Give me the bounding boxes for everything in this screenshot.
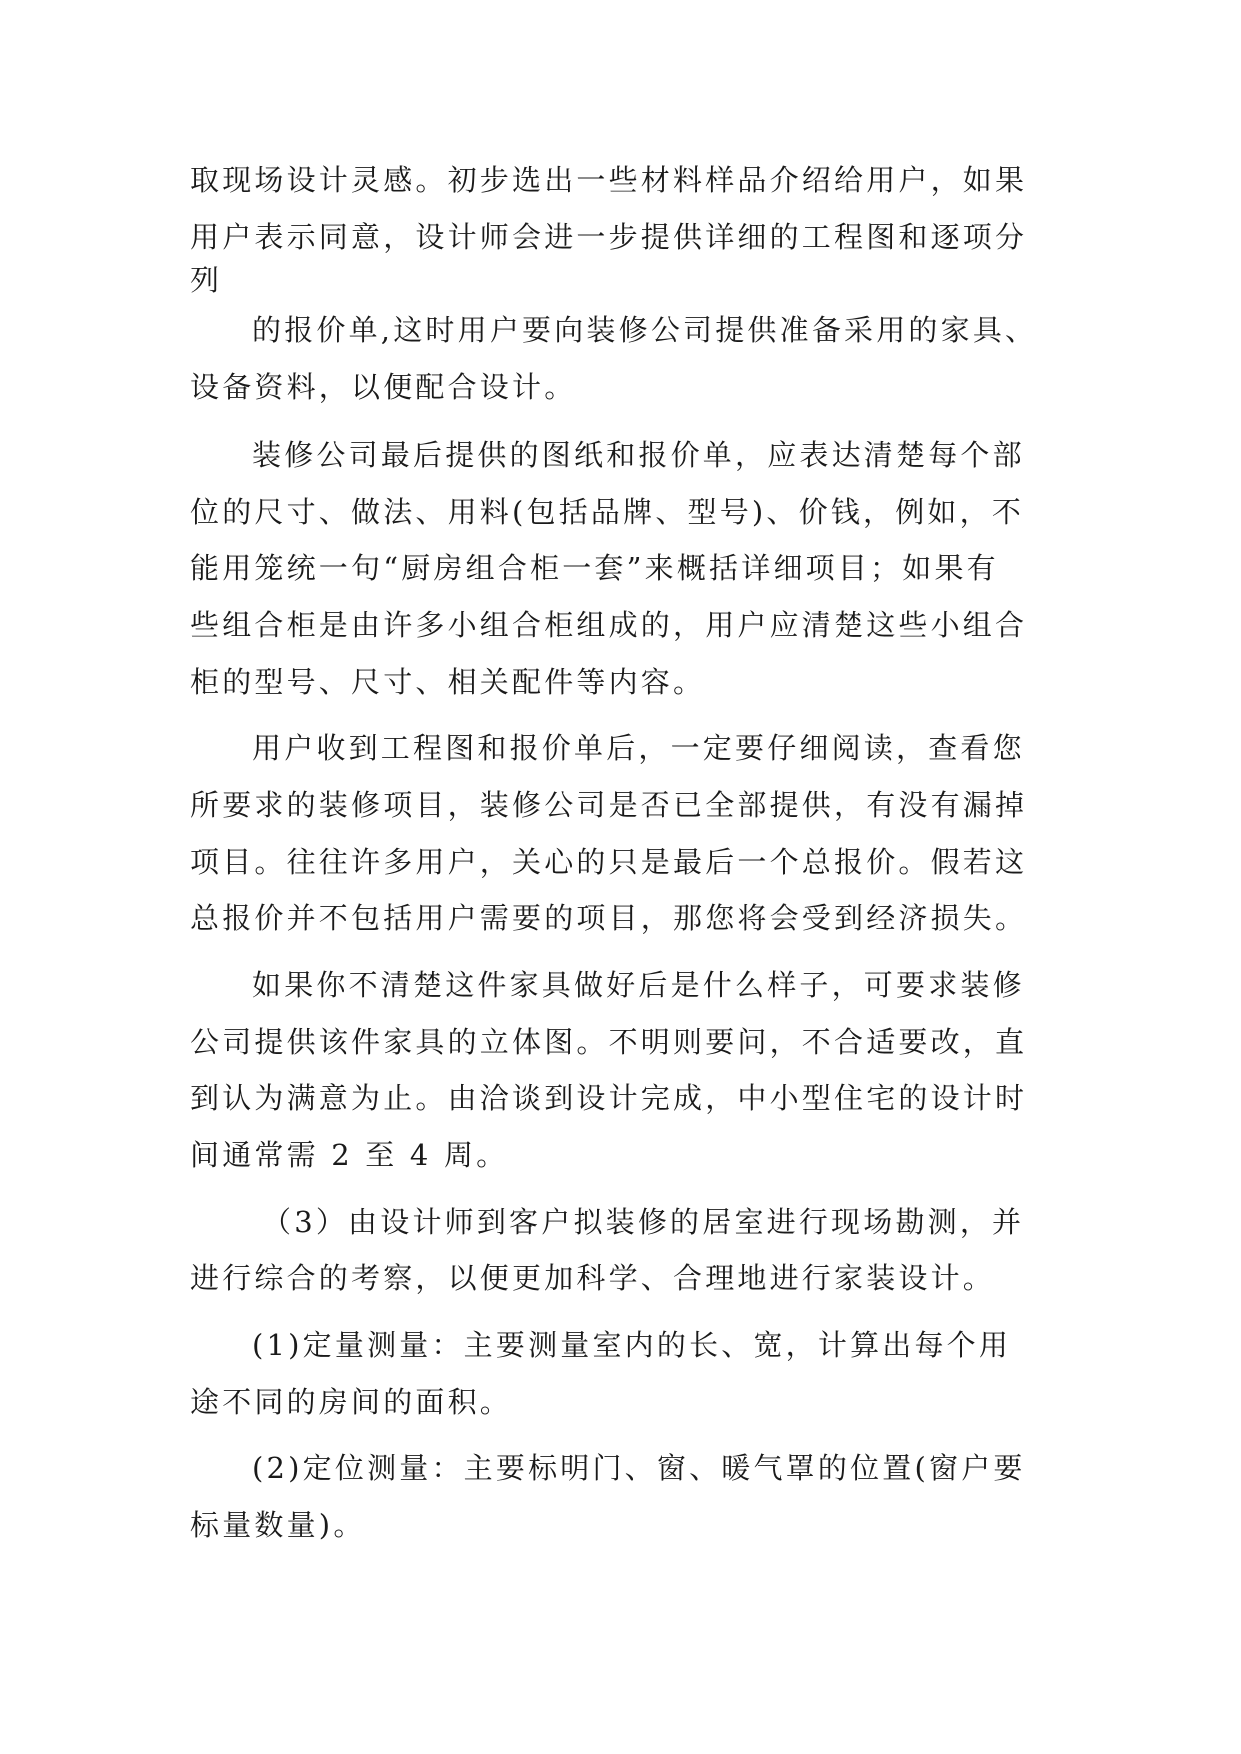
text-line: 到认为满意为止。由洽谈到设计完成，中小型住宅的设计时 [190,1081,1028,1115]
text-line: 设备资料，以便配合设计。 [190,370,577,404]
text-line: 用户收到工程图和报价单后，一定要仔细阅读，查看您 [252,731,1025,765]
text-line: 标量数量)。 [190,1508,366,1542]
text-line: 进行综合的考察，以便更加科学、合理地进行家装设计。 [190,1261,996,1295]
text-line: （3）由设计师到客户拟装修的居室进行现场勘测，并 [262,1205,1025,1239]
text-line: 总报价并不包括用户需要的项目，那您将会受到经济损失。 [190,901,1028,935]
text-line: 如果你不清楚这件家具做好后是什么样子，可要求装修 [252,968,1025,1002]
text-line: 位的尺寸、做法、用料(包括品牌、型号)、价钱，例如，不 [190,495,1025,529]
text-line: 间通常需 2 至 4 周。 [190,1138,509,1172]
text-line: (1)定量测量：主要测量室内的长、宽，计算出每个用 [252,1328,1012,1362]
text-line: 的报价单,这时用户要向装修公司提供准备采用的家具、 [252,313,1038,347]
text-line: 取现场设计灵感。初步选出一些材料样品介绍给用户，如果 [190,163,1028,197]
text-line: 能用笼统一句“厨房组合柜一套”来概括详细项目；如果有 [190,551,999,585]
text-line: 柜的型号、尺寸、相关配件等内容。 [190,665,706,699]
text-line: 用户表示同意，设计师会进一步提供详细的工程图和逐项分 [190,220,1028,254]
text-line: (2)定位测量：主要标明门、窗、暖气罩的位置(窗户要 [252,1451,1026,1485]
text-line: 列 [190,263,223,297]
text-line: 公司提供该件家具的立体图。不明则要问，不合适要改，直 [190,1025,1028,1059]
text-line: 途不同的房间的面积。 [190,1385,513,1419]
text-line: 装修公司最后提供的图纸和报价单，应表达清楚每个部 [252,438,1025,472]
text-line: 些组合柜是由许多小组合柜组成的，用户应清楚这些小组合 [190,608,1028,642]
text-line: 所要求的装修项目，装修公司是否已全部提供，有没有漏掉 [190,788,1028,822]
text-line: 项目。往往许多用户，关心的只是最后一个总报价。假若这 [190,845,1028,879]
